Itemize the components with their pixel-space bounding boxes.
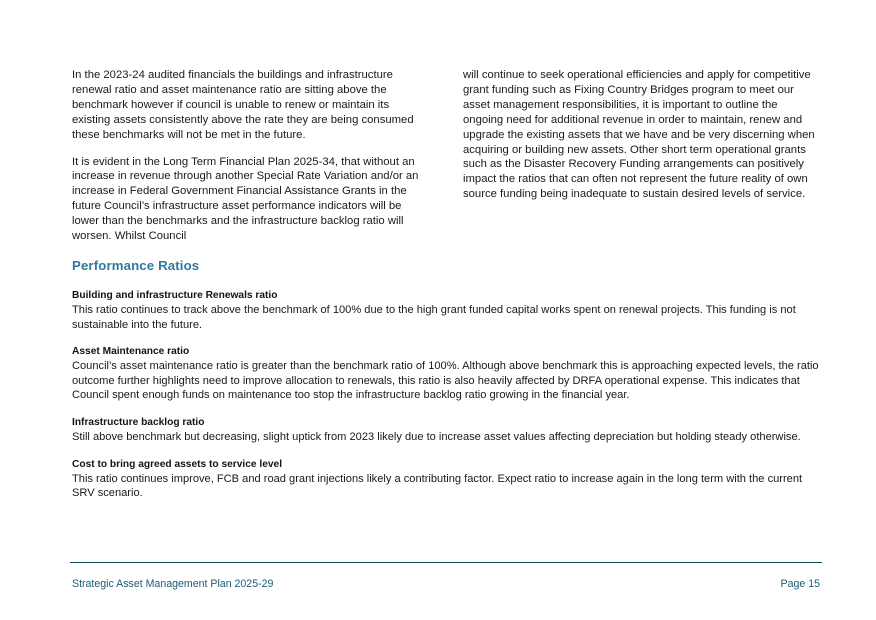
intro-paragraph: will continue to seek operational efficiencies and apply for competitive grant funding such as Fixing Country Bridges program to meet our asset management responsibilities, it is important to outline the ongoing need for additional revenue in order to maintain, renew and upgrade the existing assets that we have and be very discerning when acquiring or building new assets. Other short term operational grants such as the Disaster Recovery Funding arrangements can positively impact the ratios that can often not represent the future reality of own source funding being inadequate to sustain desired levels of service. bbox=[463, 69, 815, 201]
ratio-body: Still above benchmark but decreasing, slight uptick from 2023 likely due to increase asset values affecting depreciation but holding steady otherwise. bbox=[72, 430, 801, 443]
ratio-body: This ratio continues to track above the benchmark of 100% due to the high grant funded capital works spent on renewal projects. This funding is not sustainable into the future. bbox=[72, 304, 796, 331]
ratio-block bbox=[72, 345, 822, 403]
intro-paragraph: It is evident in the Long Term Financial Plan 2025-34, that without an increase in revenue through another Special Rate Variation and/or an increase in Federal Government Financial Assistance Grants in the future Council’s infrastructure asset performance indicators will be lower than the benchmarks and the infrastructure backlog ratio will worsen. Whilst Council bbox=[72, 155, 419, 243]
intro-two-column-section bbox=[72, 68, 820, 244]
intro-column-left bbox=[72, 68, 428, 244]
page-footer bbox=[72, 578, 820, 590]
ratio-block bbox=[72, 289, 822, 332]
ratio-block bbox=[72, 416, 822, 445]
footer-document-title: Strategic Asset Management Plan 2025-29 bbox=[72, 578, 274, 590]
section-heading-performance-ratios: Performance Ratios bbox=[72, 258, 200, 273]
footer-divider bbox=[70, 562, 822, 563]
intro-paragraph: In the 2023-24 audited financials the buildings and infrastructure renewal ratio and asset maintenance ratio are sitting above the benchmark however if council is unable to renew or maintain its existing assets consistently above the rate they are being consumed these benchmarks will not be met in the future. bbox=[72, 69, 414, 141]
ratio-title: Infrastructure backlog ratio bbox=[72, 416, 205, 428]
ratio-body: This ratio continues improve, FCB and road grant injections likely a contributing factor. Expect ratio to increase again in the long term with the current SRV scenario. bbox=[72, 472, 803, 500]
ratio-block bbox=[72, 458, 822, 501]
footer-page-number: Page 15 bbox=[780, 578, 820, 590]
ratio-title: Asset Maintenance ratio bbox=[72, 346, 190, 358]
intro-column-right bbox=[463, 68, 819, 244]
ratio-title: Cost to bring agreed assets to service level bbox=[72, 458, 283, 470]
ratio-title: Building and infrastructure Renewals ratio bbox=[72, 290, 278, 301]
ratio-body: Council’s asset maintenance ratio is greater than the benchmark ratio of 100%. Although above benchmark this is approaching expected levels, the ratio outcome further highlights need to improve allocation to renewals, this ratio is also heavily affected by DRFA operational expense. This indicates that Council spent enough funds on maintenance too stop the infrastructure backlog ratio growing in the financial year. bbox=[72, 360, 819, 402]
performance-ratios-list bbox=[72, 289, 822, 501]
